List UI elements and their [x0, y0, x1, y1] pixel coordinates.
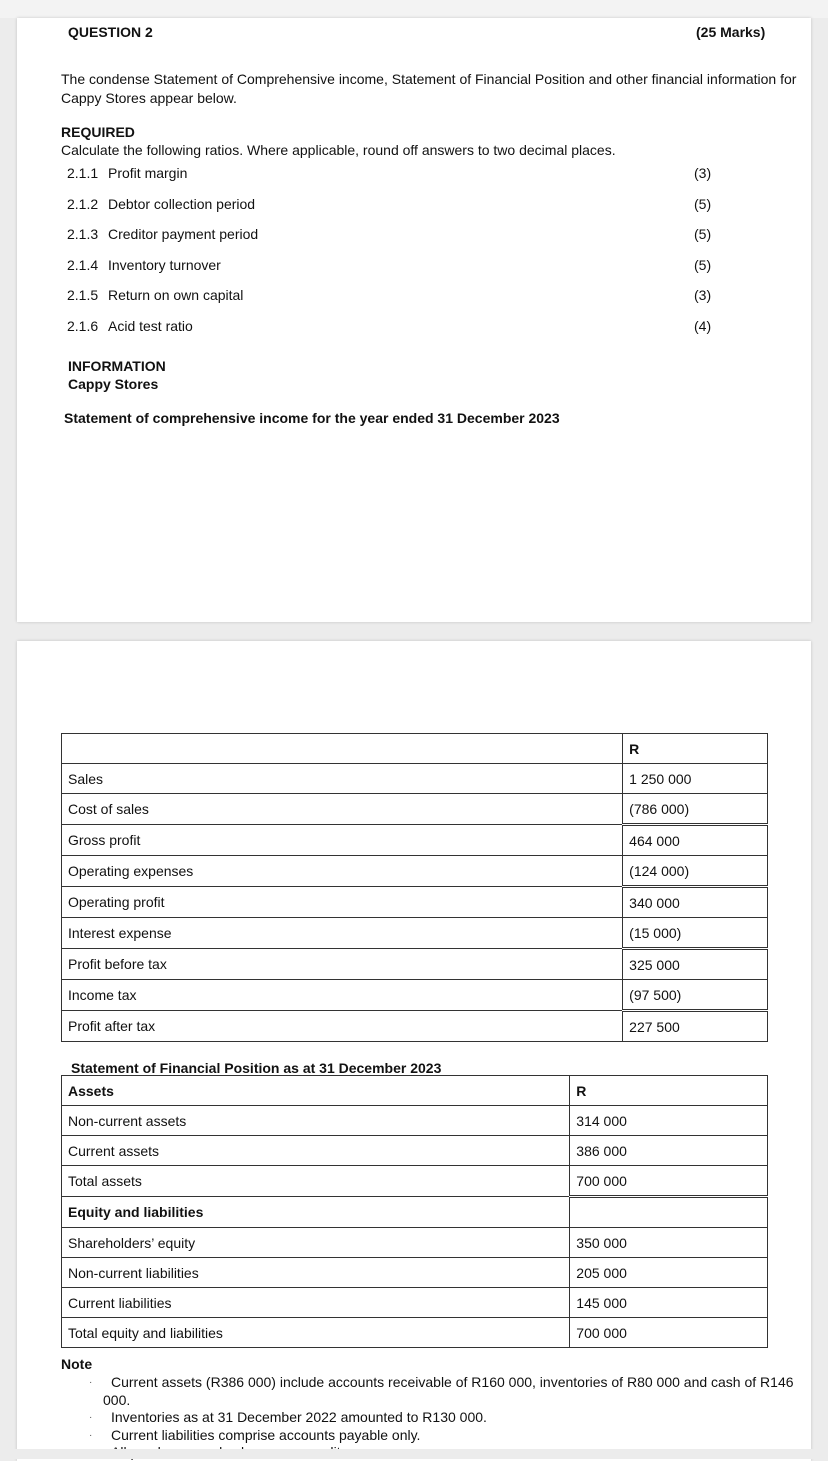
ratio-item-number: 2.1.3	[67, 226, 99, 242]
table-row	[62, 949, 768, 980]
viewer-bottom-bar	[0, 1449, 828, 1459]
ratio-item-label: Return on own capital	[108, 287, 244, 303]
income-statement-table	[61, 733, 768, 1042]
ratio-item-number: 2.1.5	[67, 287, 99, 303]
table-row	[62, 1288, 768, 1318]
note-item-continuation: 000.	[103, 1392, 131, 1408]
table-row	[62, 856, 768, 887]
table-row	[62, 1076, 768, 1106]
ratio-item-label: Creditor payment period	[108, 226, 259, 242]
row-value: 340 000	[623, 887, 768, 918]
row-label: Total equity and liabilities	[62, 1318, 570, 1348]
row-value: (786 000)	[623, 794, 768, 825]
table-row	[62, 1228, 768, 1258]
row-value: (124 000)	[623, 856, 768, 887]
document-page-2	[17, 641, 811, 1461]
currency-header: R	[623, 734, 768, 764]
row-label: Gross profit	[62, 825, 623, 856]
document-page-1	[17, 18, 811, 622]
company-name: Cappy Stores	[68, 376, 159, 392]
table-cell	[62, 734, 623, 764]
table-row	[62, 1197, 768, 1228]
row-value: 205 000	[570, 1258, 768, 1288]
row-value: 1 250 000	[623, 764, 768, 794]
row-value: 325 000	[623, 949, 768, 980]
row-value: 386 000	[570, 1136, 768, 1166]
table-row	[62, 1011, 768, 1042]
table-row	[62, 1318, 768, 1348]
assets-heading: Assets	[62, 1076, 570, 1106]
row-label: Cost of sales	[62, 794, 623, 825]
question-title: QUESTION 2	[68, 24, 153, 40]
question-marks: (25 Marks)	[696, 24, 766, 40]
row-value: (15 000)	[623, 918, 768, 949]
ratio-item-label: Profit margin	[108, 165, 188, 181]
table-row	[62, 794, 768, 825]
bullet-icon: ·	[89, 1412, 93, 1423]
ratio-item-marks: (5)	[694, 257, 712, 273]
table-row	[62, 980, 768, 1011]
table-row	[62, 887, 768, 918]
table-row	[62, 1136, 768, 1166]
table-row	[62, 825, 768, 856]
table-row	[62, 764, 768, 794]
required-heading: REQUIRED	[61, 124, 135, 140]
row-value: 145 000	[570, 1288, 768, 1318]
note-item: Current assets (R386 000) include accounts receivable of R160 000, inventories of R80 000 and cash of R146	[111, 1374, 794, 1390]
row-label: Profit after tax	[62, 1011, 623, 1042]
income-statement-title: Statement of comprehensive income for the year ended 31 December 2023	[64, 410, 560, 426]
row-value: 700 000	[570, 1318, 768, 1348]
ratio-item-number: 2.1.6	[67, 318, 99, 334]
bullet-icon: ·	[89, 1377, 93, 1388]
table-row	[62, 1106, 768, 1136]
row-label: Interest expense	[62, 918, 623, 949]
ratio-item-marks: (5)	[694, 226, 712, 242]
note-item: Current liabilities comprise accounts payable only.	[111, 1427, 421, 1443]
row-label: Income tax	[62, 980, 623, 1011]
row-label: Operating profit	[62, 887, 623, 918]
ratio-item-marks: (4)	[694, 318, 712, 334]
row-label: Shareholders’ equity	[62, 1228, 570, 1258]
row-label: Current assets	[62, 1136, 570, 1166]
row-label: Sales	[62, 764, 623, 794]
row-value: (97 500)	[623, 980, 768, 1011]
ratio-item-label: Inventory turnover	[108, 257, 221, 273]
table-row	[62, 734, 768, 764]
viewer-top-bar	[0, 0, 828, 18]
instruction-text: Calculate the following ratios. Where applicable, round off answers to two decimal places.	[61, 142, 616, 158]
table-row	[62, 1166, 768, 1197]
ratio-item-label: Acid test ratio	[108, 318, 193, 334]
ratio-item-number: 2.1.2	[67, 196, 99, 212]
row-value: 464 000	[623, 825, 768, 856]
table-row	[62, 1258, 768, 1288]
row-label: Operating expenses	[62, 856, 623, 887]
row-label: Total assets	[62, 1166, 570, 1197]
note-heading: Note	[61, 1356, 93, 1372]
row-value: 314 000	[570, 1106, 768, 1136]
row-value: 227 500	[623, 1011, 768, 1042]
ratio-item-number: 2.1.4	[67, 257, 99, 273]
row-value: 350 000	[570, 1228, 768, 1258]
intro-text-line2: Cappy Stores appear below.	[61, 90, 237, 106]
financial-position-table	[61, 1075, 768, 1348]
information-heading: INFORMATION	[68, 358, 166, 374]
ratio-item-label: Debtor collection period	[108, 196, 256, 212]
currency-header: R	[570, 1076, 768, 1106]
intro-text-line1: The condense Statement of Comprehensive income, Statement of Financial Position and other financial information for	[61, 71, 797, 87]
bullet-icon: ·	[89, 1430, 93, 1441]
note-item: Inventories as at 31 December 2022 amounted to R130 000.	[111, 1409, 487, 1425]
table-cell	[570, 1197, 768, 1228]
ratio-item-marks: (5)	[694, 196, 712, 212]
row-label: Non-current assets	[62, 1106, 570, 1136]
row-label: Profit before tax	[62, 949, 623, 980]
ratio-item-marks: (3)	[694, 165, 712, 181]
row-label: Current liabilities	[62, 1288, 570, 1318]
table-row	[62, 918, 768, 949]
ratio-item-number: 2.1.1	[67, 165, 99, 181]
equity-heading: Equity and liabilities	[62, 1197, 570, 1228]
row-label: Non-current liabilities	[62, 1258, 570, 1288]
financial-position-title: Statement of Financial Position as at 31 December 2023	[71, 1060, 442, 1076]
ratio-item-marks: (3)	[694, 287, 712, 303]
row-value: 700 000	[570, 1166, 768, 1197]
